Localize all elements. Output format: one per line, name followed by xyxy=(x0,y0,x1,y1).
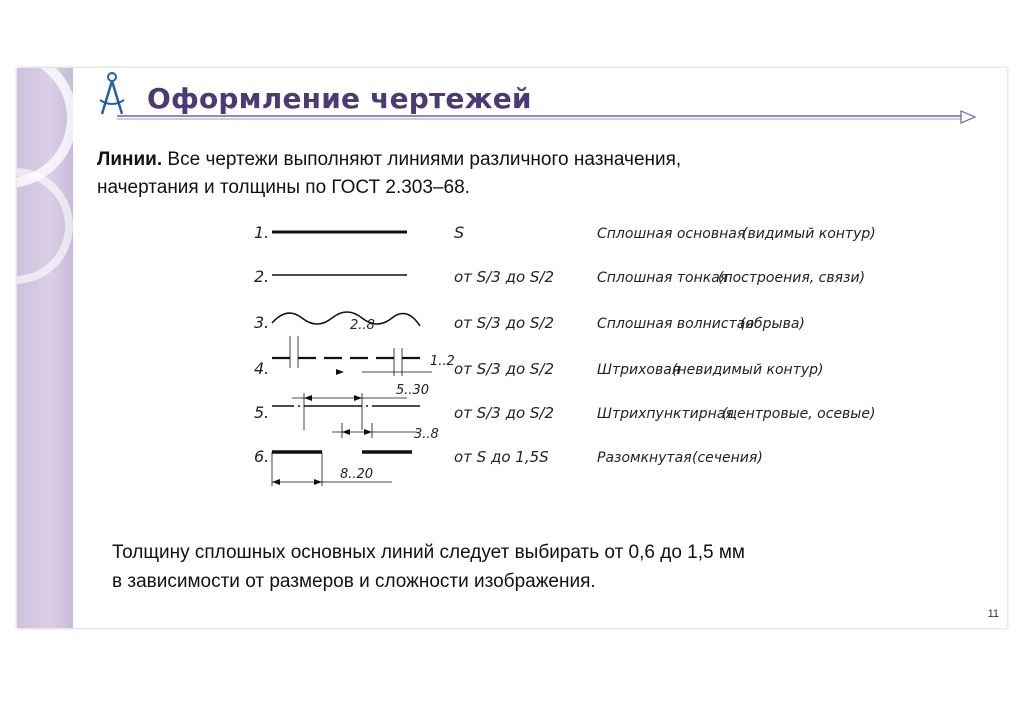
line-num: 3. xyxy=(254,313,270,332)
line-num: 2. xyxy=(254,267,270,286)
decorative-side-band xyxy=(17,68,73,628)
line-name: Сплошная тонкая xyxy=(597,270,729,286)
dim-dash-gap-label: 1..2 xyxy=(430,354,455,369)
slide xyxy=(17,68,1007,628)
title-underline xyxy=(117,108,977,124)
line-type-row-2 xyxy=(254,267,865,286)
line-type-row-6 xyxy=(254,447,763,466)
dim-dashdot-len-label: 5..30 xyxy=(396,383,430,398)
line-type-row-4 xyxy=(254,359,823,378)
line-purpose: (центровые, осевые) xyxy=(722,406,876,422)
line-purpose: (видимый контур) xyxy=(742,226,876,242)
intro-paragraph xyxy=(97,146,897,202)
intro-text-1: Все чертежи выполняют линиями различного назначения, xyxy=(162,149,682,170)
line-types-diagram xyxy=(232,218,882,508)
line-num: 1. xyxy=(254,223,270,242)
line-purpose: (обрыва) xyxy=(740,316,805,332)
line-num: 4. xyxy=(254,359,270,378)
line-thickness: от S/3 до S/2 xyxy=(454,314,555,332)
line-thickness: S xyxy=(454,223,465,242)
line-num: 6. xyxy=(254,447,270,466)
line-thickness: от S/3 до S/2 xyxy=(454,404,555,422)
line-name: Сплошная волнистая xyxy=(597,316,754,332)
line-thickness: от S/3 до S/2 xyxy=(454,360,555,378)
line-name: Разомкнутая xyxy=(597,450,692,466)
line-thickness: от S до 1,5S xyxy=(454,448,549,466)
dim-wave-label: 2..8 xyxy=(350,318,375,333)
line-name: Штриховая xyxy=(597,362,681,378)
line-thickness: от S/3 до S/2 xyxy=(454,268,555,286)
line-num: 5. xyxy=(254,403,270,422)
line-purpose: (сечения) xyxy=(692,450,763,466)
intro-text-2: начертания и толщины по ГОСТ 2.303–68. xyxy=(97,177,470,198)
dim-dashdot-gap-label: 3..8 xyxy=(414,427,439,442)
bottom-paragraph xyxy=(112,538,972,596)
line-purpose: (построения, связи) xyxy=(718,270,866,286)
bottom-text-1: Толщину сплошных основных линий следует выбирать от 0,6 до 1,5 мм xyxy=(112,542,745,563)
decorative-arc xyxy=(17,168,73,284)
line-name: Сплошная основная xyxy=(597,226,746,242)
page-number: 11 xyxy=(987,608,999,620)
bottom-text-2: в зависимости от размеров и сложности изображения. xyxy=(112,571,596,592)
line-type-row-3 xyxy=(254,313,805,332)
dim-open-len-label: 8..20 xyxy=(340,467,374,482)
line-purpose: (невидимый контур) xyxy=(672,362,824,378)
page-title: Оформление чертежей xyxy=(147,82,532,115)
line-name: Штрихпунктирная xyxy=(597,406,734,422)
intro-bold-label: Линии. xyxy=(97,149,163,170)
